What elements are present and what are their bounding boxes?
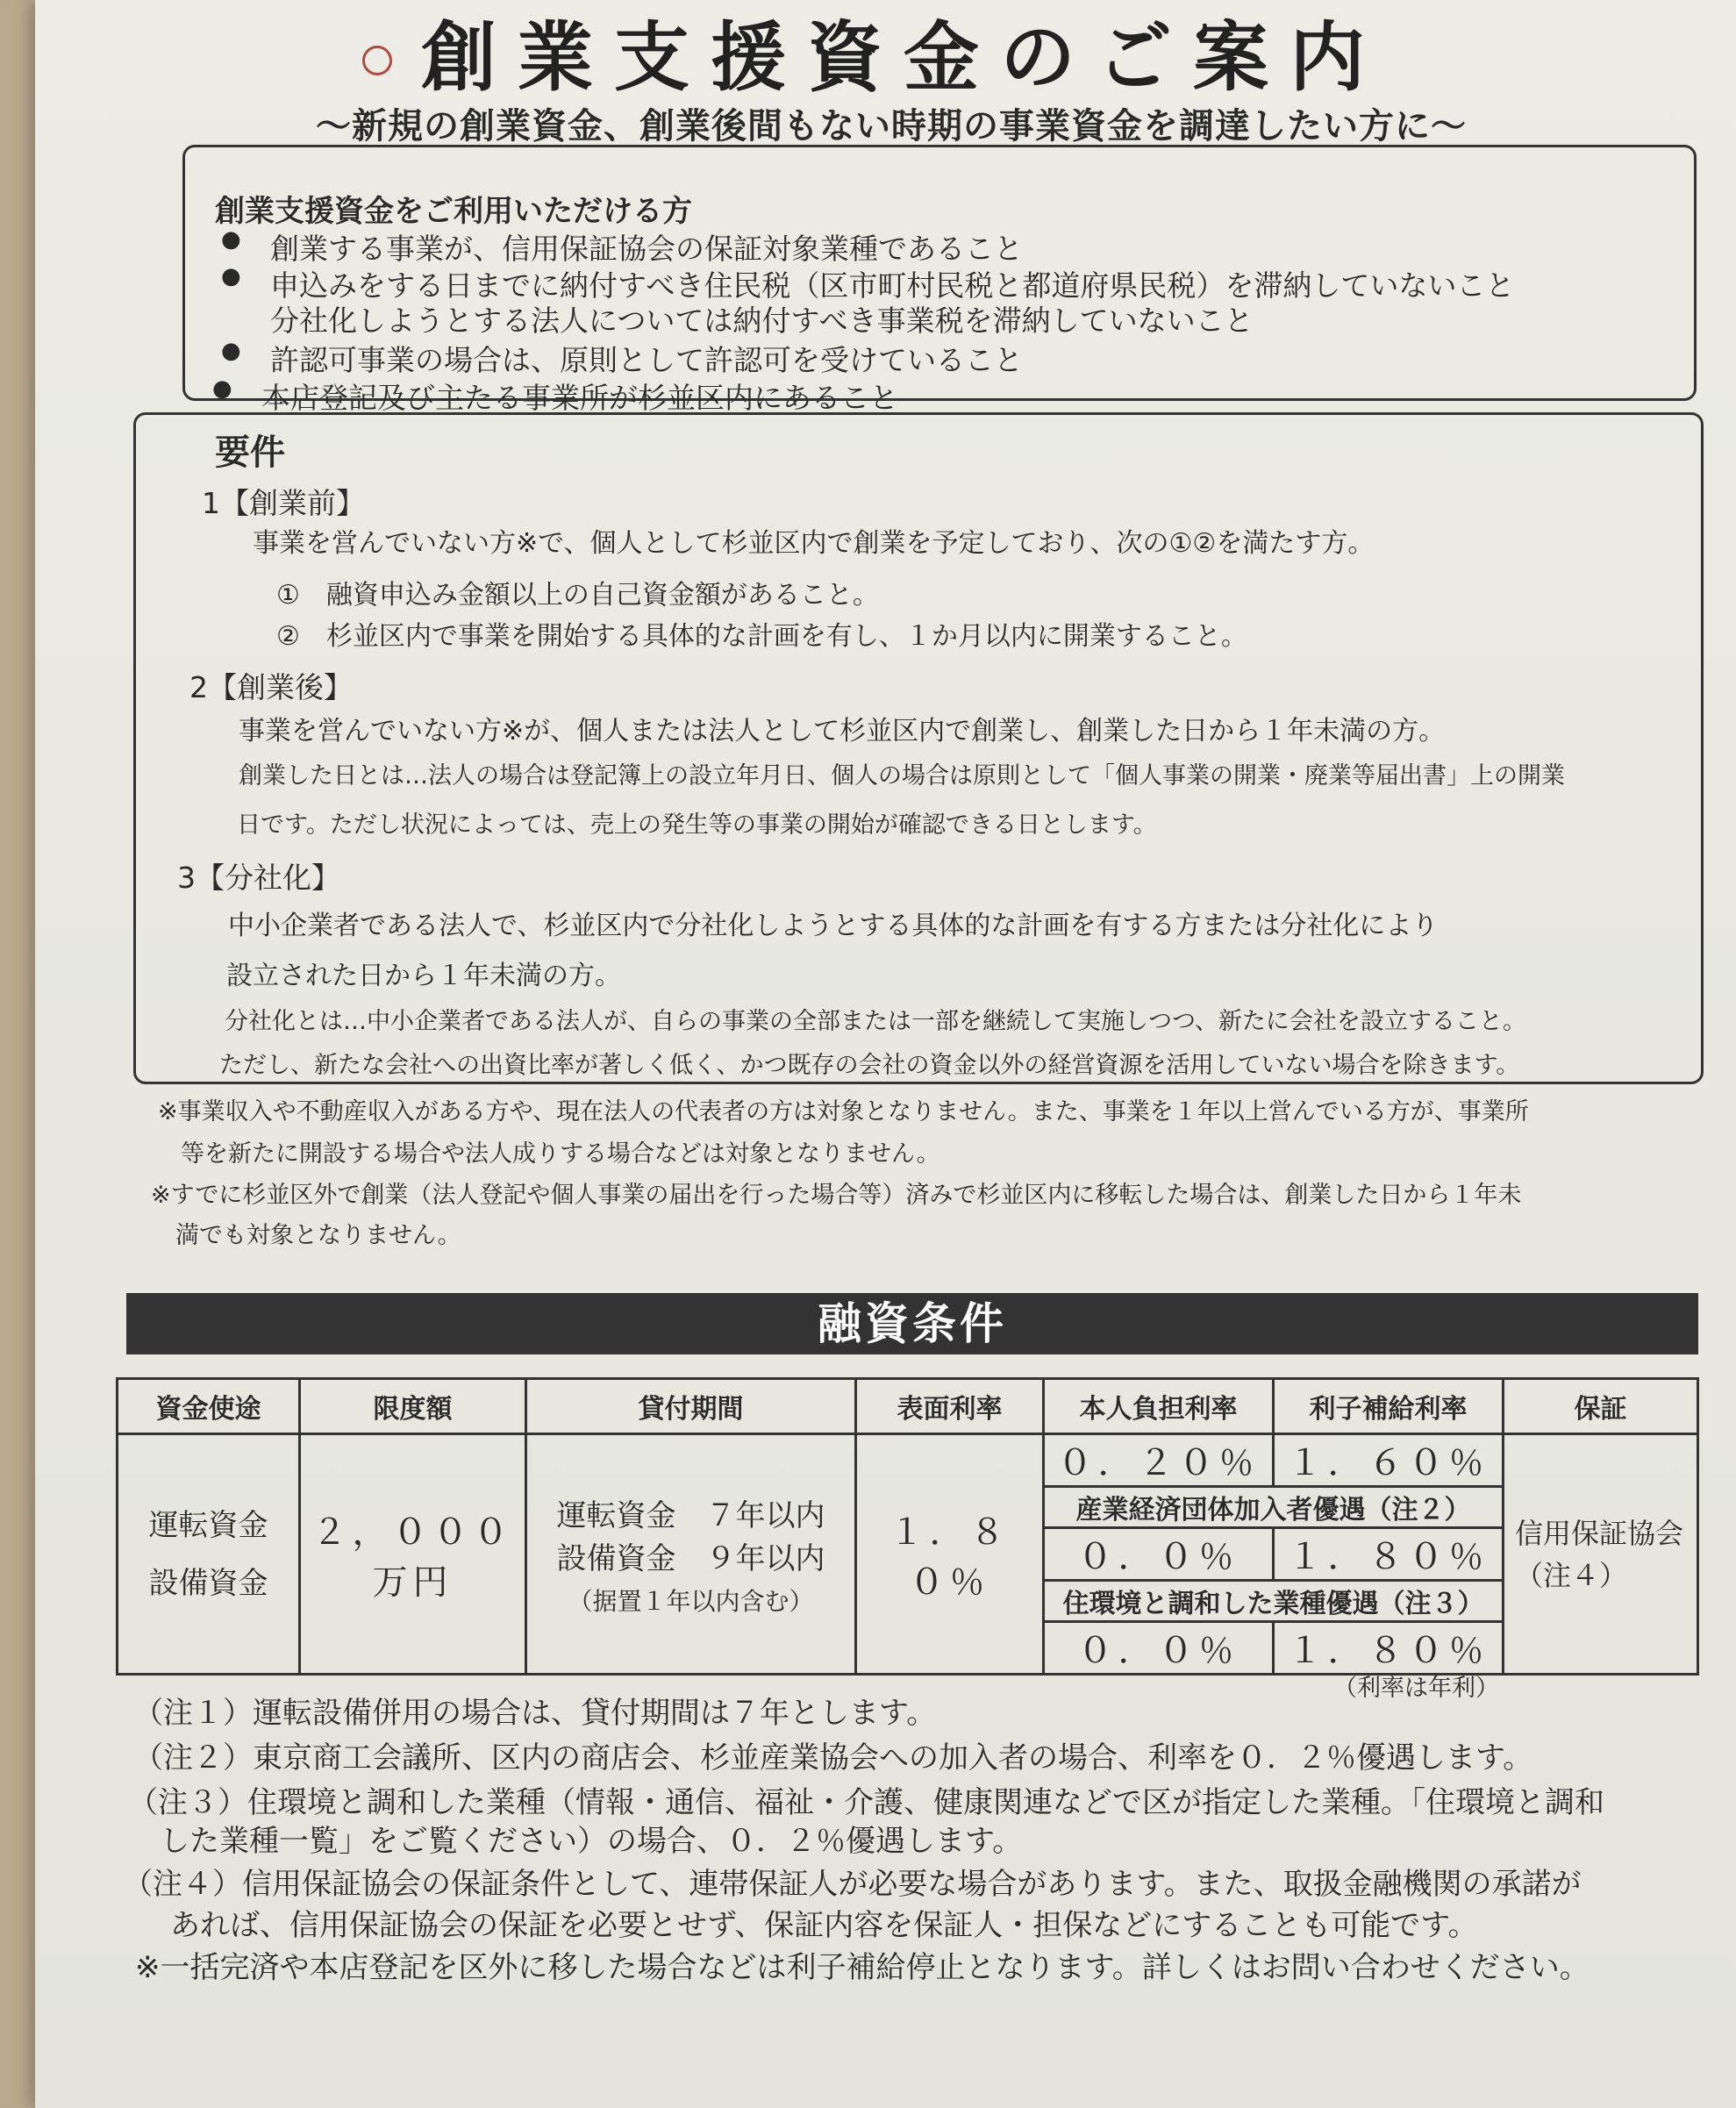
own-rate-pref1: ０．０％ (1044, 1528, 1274, 1581)
note-1: （注１）運転設備併用の場合は、貸付期間は７年とします。 (133, 1696, 937, 1731)
req1-cond1: ① 融資申込み金額以上の自己資金額があること。 (276, 580, 879, 611)
req3-note-1: 分社化とは…中小企業者である法人が、自らの事業の全部または一部を継続して実施しつつ、新たに会社を設立すること。 (225, 1008, 1526, 1035)
note-3-line2: した業種一覧」をご覧ください）の場合、０．２％優遇します。 (160, 1824, 1023, 1859)
rate-cell: １．８０％ (856, 1434, 1044, 1675)
header-guarantee: 保証 (1504, 1379, 1698, 1434)
preferential-2-label: 住環境と調和した業種優遇（注３） (1044, 1581, 1504, 1622)
note-4-line2: あれば、信用保証協会の保証を必要とせず、保証内容を保証人・担保などにすることも可能です。 (170, 1908, 1478, 1943)
eligibility-item-3: ● 許認可事業の場合は、原則として許認可を受けていること (270, 338, 1023, 379)
seal-mark-icon (362, 46, 392, 75)
own-rate-pref2: ０．０％ (1044, 1622, 1274, 1675)
req3-title: 3【分社化】 (177, 861, 340, 895)
term-working: 運転資金 ７年以内 (556, 1497, 825, 1533)
req3-text-2: 設立された日から１年未満の方。 (226, 961, 621, 991)
usage-working-capital: 運転資金 (148, 1507, 268, 1543)
req3-note-2: ただし、新たな会社への出資比率が著しく低く、かつ既存の会社の資金以外の経営資源を活用していない場合を除きます。 (219, 1052, 1520, 1079)
eligibility-item-1: ● 創業する事業が、信用保証協会の保証対象業種であること (270, 226, 1023, 268)
req1-title: 1【創業前】 (202, 486, 365, 520)
page-title: 創業支援資金のご案内 (421, 14, 1386, 102)
preferential-1-label: 産業経済団体加入者優遇（注２） (1044, 1487, 1504, 1528)
header-own-rate: 本人負担利率 (1044, 1379, 1274, 1434)
usage-equipment: 設備資金 (148, 1565, 268, 1601)
document-page (35, 0, 1736, 2108)
eligibility-heading: 創業支援資金をご利用いただける方 (215, 194, 692, 229)
eligibility-item-4: ● 本店登記及び主たる事業所が杉並区内にあること (261, 375, 898, 417)
header-subsidy-rate: 利子補給利率 (1274, 1379, 1504, 1434)
footnote-1-line2: 等を新たに開設する場合や法人成りする場合などは対象となりません。 (181, 1140, 940, 1168)
note-4-line1: （注４）信用保証協会の保証条件として、連帯保証人が必要な場合があります。また、取扱金融機関の承諾が (123, 1867, 1582, 1902)
req2-note-2: 日です。ただし状況によっては、売上の発生等の事業の開始が確認できる日とします。 (237, 811, 1157, 839)
term-cell (526, 1434, 856, 1675)
note-3-line1: （注３）住環境と調和した業種（情報・通信、福祉・介護、健康関連などで区が指定した業種。「住環境と調和 (128, 1785, 1604, 1820)
footnote-1-line1: ※事業収入や不動産収入がある方や、現在法人の代表者の方は対象となりません。また、事業を１年以上営んでいる方が、事業所 (158, 1098, 1529, 1125)
usage-cell (118, 1434, 300, 1675)
req1-text: 事業を営んでいない方※で、個人として杉並区内で創業を予定しており、次の①②を満たす方。 (253, 528, 1375, 559)
own-rate-standard: ０．２０％ (1044, 1434, 1274, 1487)
requirements-heading: 要件 (215, 432, 285, 473)
subsidy-rate-standard: １．６０％ (1274, 1434, 1504, 1487)
limit-cell: ２，０００万円 (300, 1434, 526, 1675)
rate-annual-note: （利率は年利） (1333, 1675, 1499, 1702)
req2-note-1: 創業した日とは…法人の場合は登記簿上の設立年月日、個人の場合は原則として「個人事業の開業・廃業等届出書」上の開業 (239, 762, 1565, 790)
loan-conditions-banner: 融資条件 (126, 1293, 1698, 1354)
req3-text-1: 中小企業者である法人で、杉並区内で分社化しようとする具体的な計画を有する方または分社化により (228, 911, 1439, 941)
subsidy-rate-pref1: １．８０％ (1274, 1528, 1504, 1581)
footnote-2-line2: 満でも対象となりません。 (175, 1222, 461, 1249)
subsidy-rate-pref2: １．８０％ (1274, 1622, 1504, 1675)
footnote-2-line1: ※すでに杉並区外で創業（法人登記や個人事業の届出を行った場合等）済みで杉並区内に移転した場合は、創業した日から１年未 (151, 1182, 1522, 1209)
note-2: （注２）東京商工会議所、区内の商店会、杉並産業協会への加入者の場合、利率を０．２％優遇します。 (133, 1740, 1533, 1776)
header-rate: 表面利率 (856, 1379, 1044, 1434)
loan-conditions-table (116, 1377, 1699, 1676)
req2-title: 2【創業後】 (189, 670, 353, 704)
header-limit: 限度額 (300, 1379, 526, 1434)
page-subtitle: ～新規の創業資金、創業後間もない時期の事業資金を調達したい方に～ (316, 106, 1467, 146)
req1-cond2: ② 杉並区内で事業を開始する具体的な計画を有し、１か月以内に開業すること。 (276, 621, 1247, 652)
header-term: 貸付期間 (526, 1379, 856, 1434)
note-5: ※一括完済や本店登記を区外に移した場合などは利子補給停止となります。詳しくはお問い合わせください。 (135, 1950, 1590, 1985)
guarantee-cell: 信用保証協会（注４） (1504, 1434, 1698, 1675)
req2-text: 事業を営んでいない方※が、個人または法人として杉並区内で創業し、創業した日から１年未満の方。 (239, 716, 1446, 747)
eligibility-item-2-cont: 分社化しようとする法人については納付すべき事業税を滞納していないこと (270, 304, 1254, 338)
header-usage: 資金使途 (118, 1379, 300, 1434)
term-grace: （据置１年以内含む） (568, 1586, 814, 1616)
eligibility-item-2: ● 申込みをする日までに納付すべき住民税（区市町村民税と都道府県民税）を滞納していないこと (270, 263, 1514, 304)
term-equipment: 設備資金 ９年以内 (556, 1540, 825, 1576)
